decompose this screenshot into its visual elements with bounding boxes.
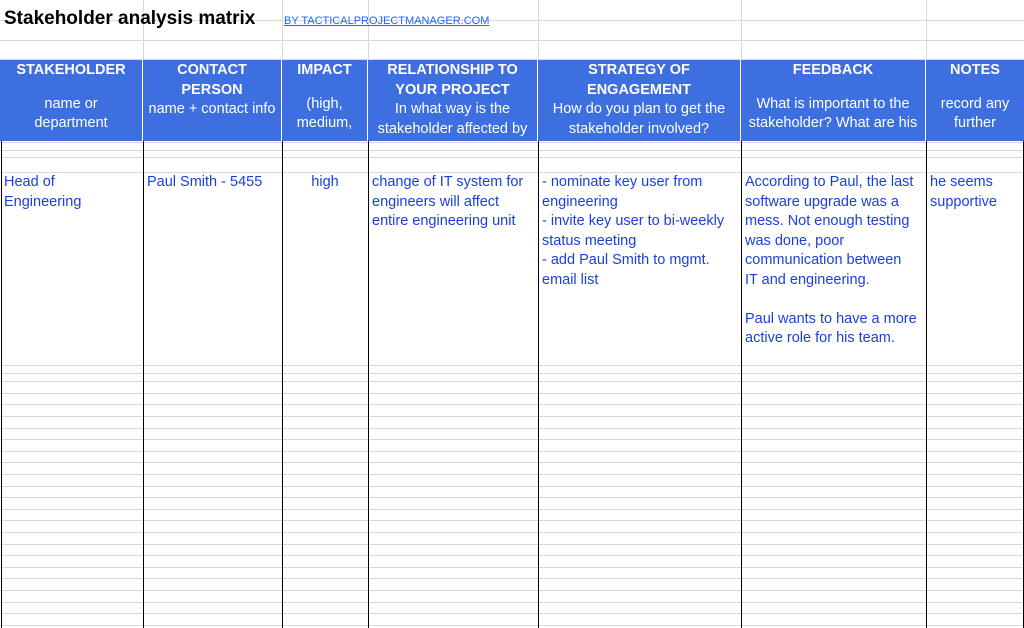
header-feedback[interactable]	[741, 60, 926, 141]
cell-feedback[interactable]: According to Paul, the last software upgrade was a mess. Not enough testing was done, poor communication between IT and engineering. Paul wants to have a more active role for his team.	[745, 174, 917, 346]
header-feedback-sub: What is important to the stakeholder? What are his	[748, 95, 918, 131]
header-feedback-title: FEEDBACK	[792, 62, 874, 78]
gridline-row	[0, 602, 1024, 603]
gridline-row	[0, 365, 1024, 366]
header-impact-sub: (high, medium,	[296, 95, 353, 131]
cell-stakeholder[interactable]: Head of Engineering	[4, 174, 82, 210]
header-relationship-title: RELATIONSHIP TO YOUR PROJECT	[387, 62, 518, 98]
cell-strategy[interactable]: - nominate key user from engineering - invite key user to bi-weekly status meeting - add Paul Smith to mgmt. email list	[542, 174, 725, 288]
gridline-row	[0, 150, 1024, 151]
gridline-row	[0, 486, 1024, 487]
cell-notes[interactable]: he seems supportive	[930, 174, 997, 210]
header-notes-title: NOTES	[950, 62, 1000, 78]
header-notes-sub: record any further	[940, 95, 1010, 131]
gridline-row	[0, 373, 1024, 374]
cell-impact[interactable]: high	[311, 174, 339, 190]
gridline-row	[0, 520, 1024, 521]
gridline-row	[0, 578, 1024, 579]
gridline-row	[0, 381, 1024, 382]
gridline-row	[0, 625, 1024, 626]
header-strategy[interactable]	[538, 60, 741, 141]
header-stakeholder-title: STAKEHOLDER	[16, 62, 126, 78]
gridline-row	[0, 509, 1024, 510]
header-strategy-sub: How do you plan to get the stakeholder involved?	[552, 101, 726, 137]
header-contact-sub: name + contact info	[148, 101, 276, 117]
gridline-row	[0, 142, 1024, 143]
header-contact-title: CONTACT PERSON	[177, 62, 247, 98]
header-strategy-title: STRATEGY OF ENGAGEMENT	[587, 62, 691, 98]
gridline-row	[0, 613, 1024, 614]
source-link[interactable]: BY TACTICALPROJECTMANAGER.COM	[284, 15, 490, 27]
gridline-row	[0, 40, 1024, 41]
gridline-row	[0, 474, 1024, 475]
gridline-row	[0, 497, 1024, 498]
header-notes[interactable]	[926, 60, 1024, 141]
cell-contact[interactable]: Paul Smith - 5455	[147, 174, 263, 190]
header-stakeholder-sub: name or department	[34, 95, 108, 131]
header-impact-title: IMPACT	[297, 62, 352, 78]
header-relationship-sub: In what way is the stakeholder affected by	[377, 101, 528, 137]
gridline-row	[0, 567, 1024, 568]
gridline-row	[0, 555, 1024, 556]
gridline-row	[0, 544, 1024, 545]
gridline-row	[0, 439, 1024, 440]
title-row	[0, 0, 1024, 40]
sheet-title: Stakeholder analysis matrix	[4, 8, 256, 29]
header-relationship[interactable]	[368, 60, 538, 141]
cell-relationship[interactable]: change of IT system for engineers will affect entire engineering unit	[372, 174, 524, 229]
header-stakeholder[interactable]	[0, 60, 143, 141]
gridline-row	[0, 157, 1024, 158]
header-impact[interactable]	[282, 60, 368, 141]
gridline-row	[0, 393, 1024, 394]
gridline-row	[0, 428, 1024, 429]
gridline-row	[0, 532, 1024, 533]
gridline-row	[0, 416, 1024, 417]
column-border	[282, 141, 283, 628]
gridline-row	[0, 451, 1024, 452]
header-contact[interactable]	[143, 60, 282, 141]
gridline-row	[0, 404, 1024, 405]
column-border	[1, 141, 2, 628]
column-border	[143, 141, 144, 628]
gridline-row	[0, 590, 1024, 591]
gridline-row	[0, 462, 1024, 463]
column-border	[926, 141, 927, 628]
